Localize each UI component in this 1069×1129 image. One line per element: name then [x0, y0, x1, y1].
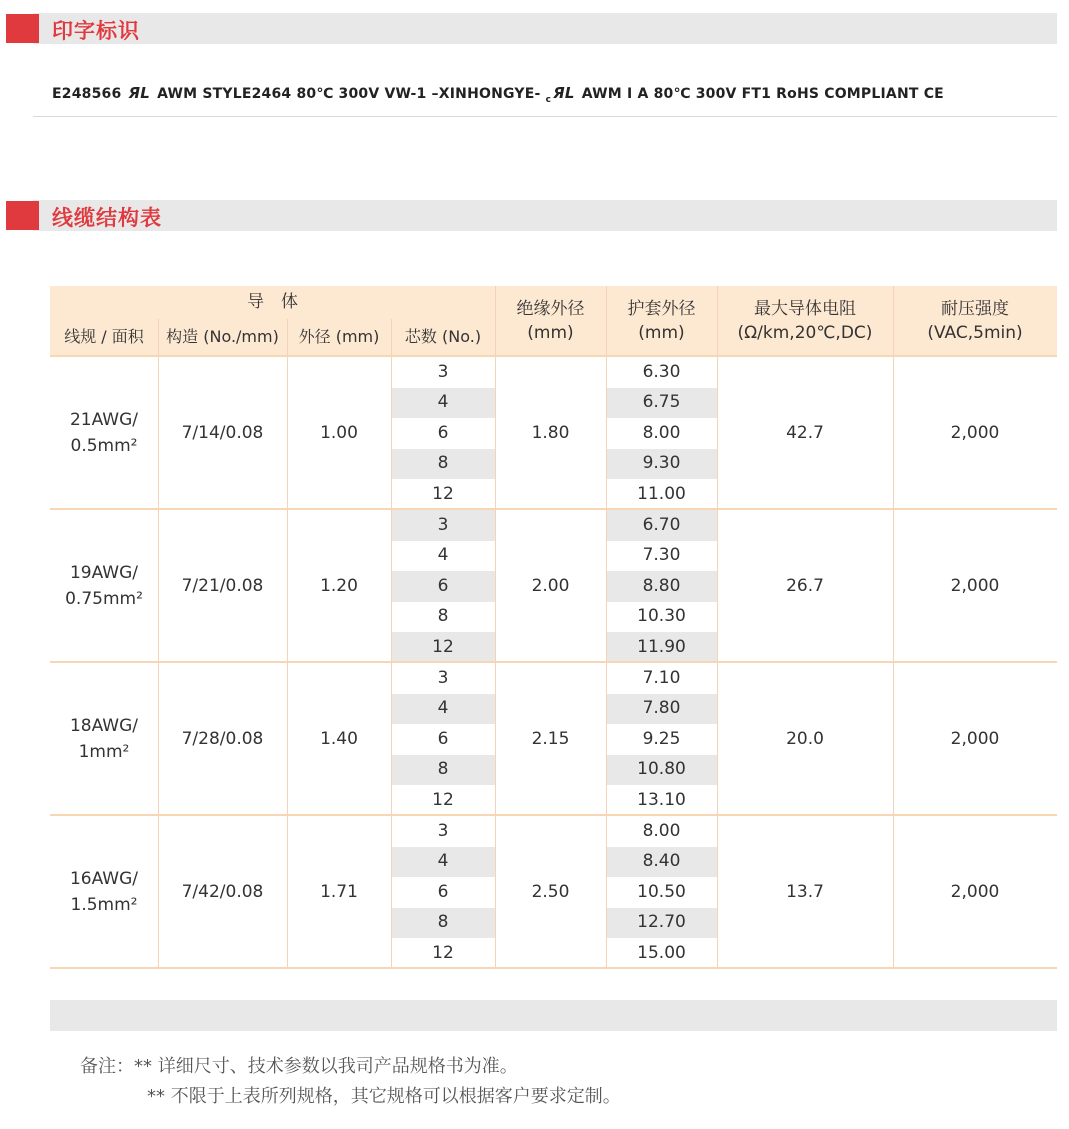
cores-cell: 12	[391, 632, 495, 663]
print-part-1: E248566	[52, 86, 122, 102]
jacket-cell: 7.30	[642, 545, 681, 566]
column-divider	[606, 286, 607, 969]
notes	[80, 1052, 621, 1112]
od-cell: 1.71	[320, 881, 358, 902]
section-bar	[33, 13, 1057, 44]
note-line-1: ** 详细尺寸、技术参数以我司产品规格书为准。	[134, 1056, 518, 1077]
header-jacket	[606, 286, 717, 355]
cores-cell: 3	[437, 820, 449, 841]
column-divider	[158, 319, 159, 969]
cores-cell: 8	[391, 908, 495, 939]
cores-cell: 12	[432, 789, 454, 810]
voltage-cell: 2,000	[950, 575, 1000, 596]
jacket-cell: 13.10	[637, 789, 686, 810]
ul-prefix: c	[545, 94, 552, 105]
jacket-cell: 9.30	[606, 449, 717, 480]
od-cell: 1.40	[320, 728, 358, 749]
jacket-cell: 8.00	[642, 422, 681, 443]
header-insulation	[495, 286, 606, 355]
cores-cell: 12	[432, 942, 454, 963]
gauge-line-2: 0.5mm²	[70, 435, 138, 456]
header-resistance	[717, 286, 893, 355]
od-cell: 1.20	[320, 575, 358, 596]
jacket-cell: 10.30	[637, 606, 686, 627]
cores-cell: 8	[437, 606, 449, 627]
jacket-cell: 8.40	[606, 847, 717, 878]
gauge-cell	[50, 663, 158, 816]
notes-label: 备注：	[80, 1056, 134, 1077]
header-construction: 构造 (No./mm)	[158, 319, 287, 355]
gauge-line-1: 18AWG/	[69, 716, 139, 736]
header-cores: 芯数 (No.)	[391, 319, 495, 355]
column-divider	[495, 286, 496, 969]
gauge-cell	[50, 816, 158, 969]
column-divider	[287, 319, 288, 969]
gauge-line-1: 21AWG/	[69, 410, 139, 430]
cores-cell: 4	[391, 847, 495, 878]
cores-cell: 4	[391, 388, 495, 419]
jacket-cell: 6.30	[642, 361, 681, 382]
print-part-2: AWM STYLE2464 80℃ 300V VW-1 –XINHONGYE-	[157, 86, 541, 102]
column-divider	[893, 286, 894, 969]
cable-print-marking	[52, 84, 944, 105]
section-bar	[33, 200, 1057, 231]
jacket-cell: 8.80	[606, 571, 717, 602]
cores-cell: 8	[391, 755, 495, 786]
construction-cell: 7/21/0.08	[181, 575, 264, 596]
note-line-2: ** 不限于上表所列规格，其它规格可以根据客户要求定制。	[147, 1086, 621, 1107]
section-header-structure	[6, 199, 1057, 231]
header-resistance-l2: (Ω/km,20℃,DC)	[737, 322, 873, 343]
gauge-cell	[50, 510, 158, 663]
voltage-cell: 2,000	[950, 422, 1000, 443]
header-insulation-l1: 绝缘外径	[516, 298, 585, 319]
cores-cell: 6	[391, 571, 495, 602]
section-marker	[6, 14, 39, 43]
resistance-cell: 13.7	[786, 881, 824, 902]
cores-cell: 3	[391, 510, 495, 541]
section-title: 印字标识	[52, 19, 140, 43]
header-jacket-l1: 护套外径	[627, 298, 696, 319]
jacket-cell: 11.90	[606, 632, 717, 663]
jacket-cell: 7.10	[642, 667, 681, 688]
gauge-line-2: 1.5mm²	[70, 894, 138, 915]
jacket-cell: 8.00	[642, 820, 681, 841]
insulation-cell: 2.50	[531, 881, 570, 902]
print-part-3: AWM I A 80℃ 300V FT1 RoHS COMPLIANT CE	[581, 86, 944, 102]
header-voltage-l1: 耐压强度	[941, 298, 1009, 319]
gauge-cell	[50, 357, 158, 510]
jacket-cell: 7.80	[606, 694, 717, 725]
resistance-cell: 26.7	[786, 575, 824, 596]
jacket-cell: 10.80	[606, 755, 717, 786]
column-divider	[717, 286, 718, 969]
cores-cell: 6	[437, 422, 449, 443]
header-jacket-l2: (mm)	[638, 322, 685, 343]
header-conductor: 导 体	[50, 286, 495, 319]
insulation-cell: 2.00	[531, 575, 570, 596]
construction-cell: 7/28/0.08	[181, 728, 264, 749]
jacket-cell: 15.00	[637, 942, 686, 963]
cores-cell: 12	[432, 483, 454, 504]
header-insulation-l2: (mm)	[527, 322, 574, 343]
cul-mark-icon: ЯL	[553, 84, 575, 102]
insulation-cell: 1.80	[531, 422, 570, 443]
jacket-cell: 12.70	[606, 908, 717, 939]
gauge-line-2: 0.75mm²	[65, 588, 143, 609]
gauge-line-1: 19AWG/	[69, 563, 139, 583]
cable-structure-table	[50, 286, 1057, 969]
voltage-cell: 2,000	[950, 881, 1000, 902]
jacket-cell: 6.70	[606, 510, 717, 541]
cores-cell: 6	[437, 881, 449, 902]
resistance-cell: 20.0	[786, 728, 824, 749]
cores-cell: 4	[391, 694, 495, 725]
voltage-cell: 2,000	[950, 728, 1000, 749]
header-voltage	[893, 286, 1057, 355]
cores-cell: 8	[391, 449, 495, 480]
header-gauge: 线规 / 面积	[50, 319, 158, 355]
footer-bar	[50, 1000, 1057, 1031]
jacket-cell: 11.00	[637, 483, 686, 504]
od-cell: 1.00	[320, 422, 358, 443]
section-header-marking	[6, 12, 1057, 44]
jacket-cell: 10.50	[637, 881, 686, 902]
cores-cell: 3	[437, 361, 449, 382]
section-marker	[6, 201, 39, 230]
construction-cell: 7/42/0.08	[181, 881, 264, 902]
gauge-line-1: 16AWG/	[69, 869, 139, 889]
insulation-cell: 2.15	[531, 728, 570, 749]
header-od: 外径 (mm)	[287, 319, 391, 355]
divider	[33, 116, 1057, 117]
gauge-line-2: 1mm²	[78, 741, 130, 762]
column-divider	[391, 319, 392, 969]
jacket-cell: 6.75	[606, 388, 717, 419]
cores-cell: 6	[437, 728, 449, 749]
header-voltage-l2: (VAC,5min)	[927, 322, 1023, 343]
section-title: 线缆结构表	[52, 206, 162, 230]
jacket-cell: 9.25	[642, 728, 681, 749]
header-resistance-l1: 最大导体电阻	[754, 298, 856, 319]
cores-cell: 3	[437, 667, 449, 688]
construction-cell: 7/14/0.08	[181, 422, 264, 443]
cores-cell: 4	[437, 545, 449, 566]
row-divider	[50, 967, 1057, 969]
resistance-cell: 42.7	[786, 422, 824, 443]
ul-mark-icon: ЯL	[128, 84, 151, 102]
